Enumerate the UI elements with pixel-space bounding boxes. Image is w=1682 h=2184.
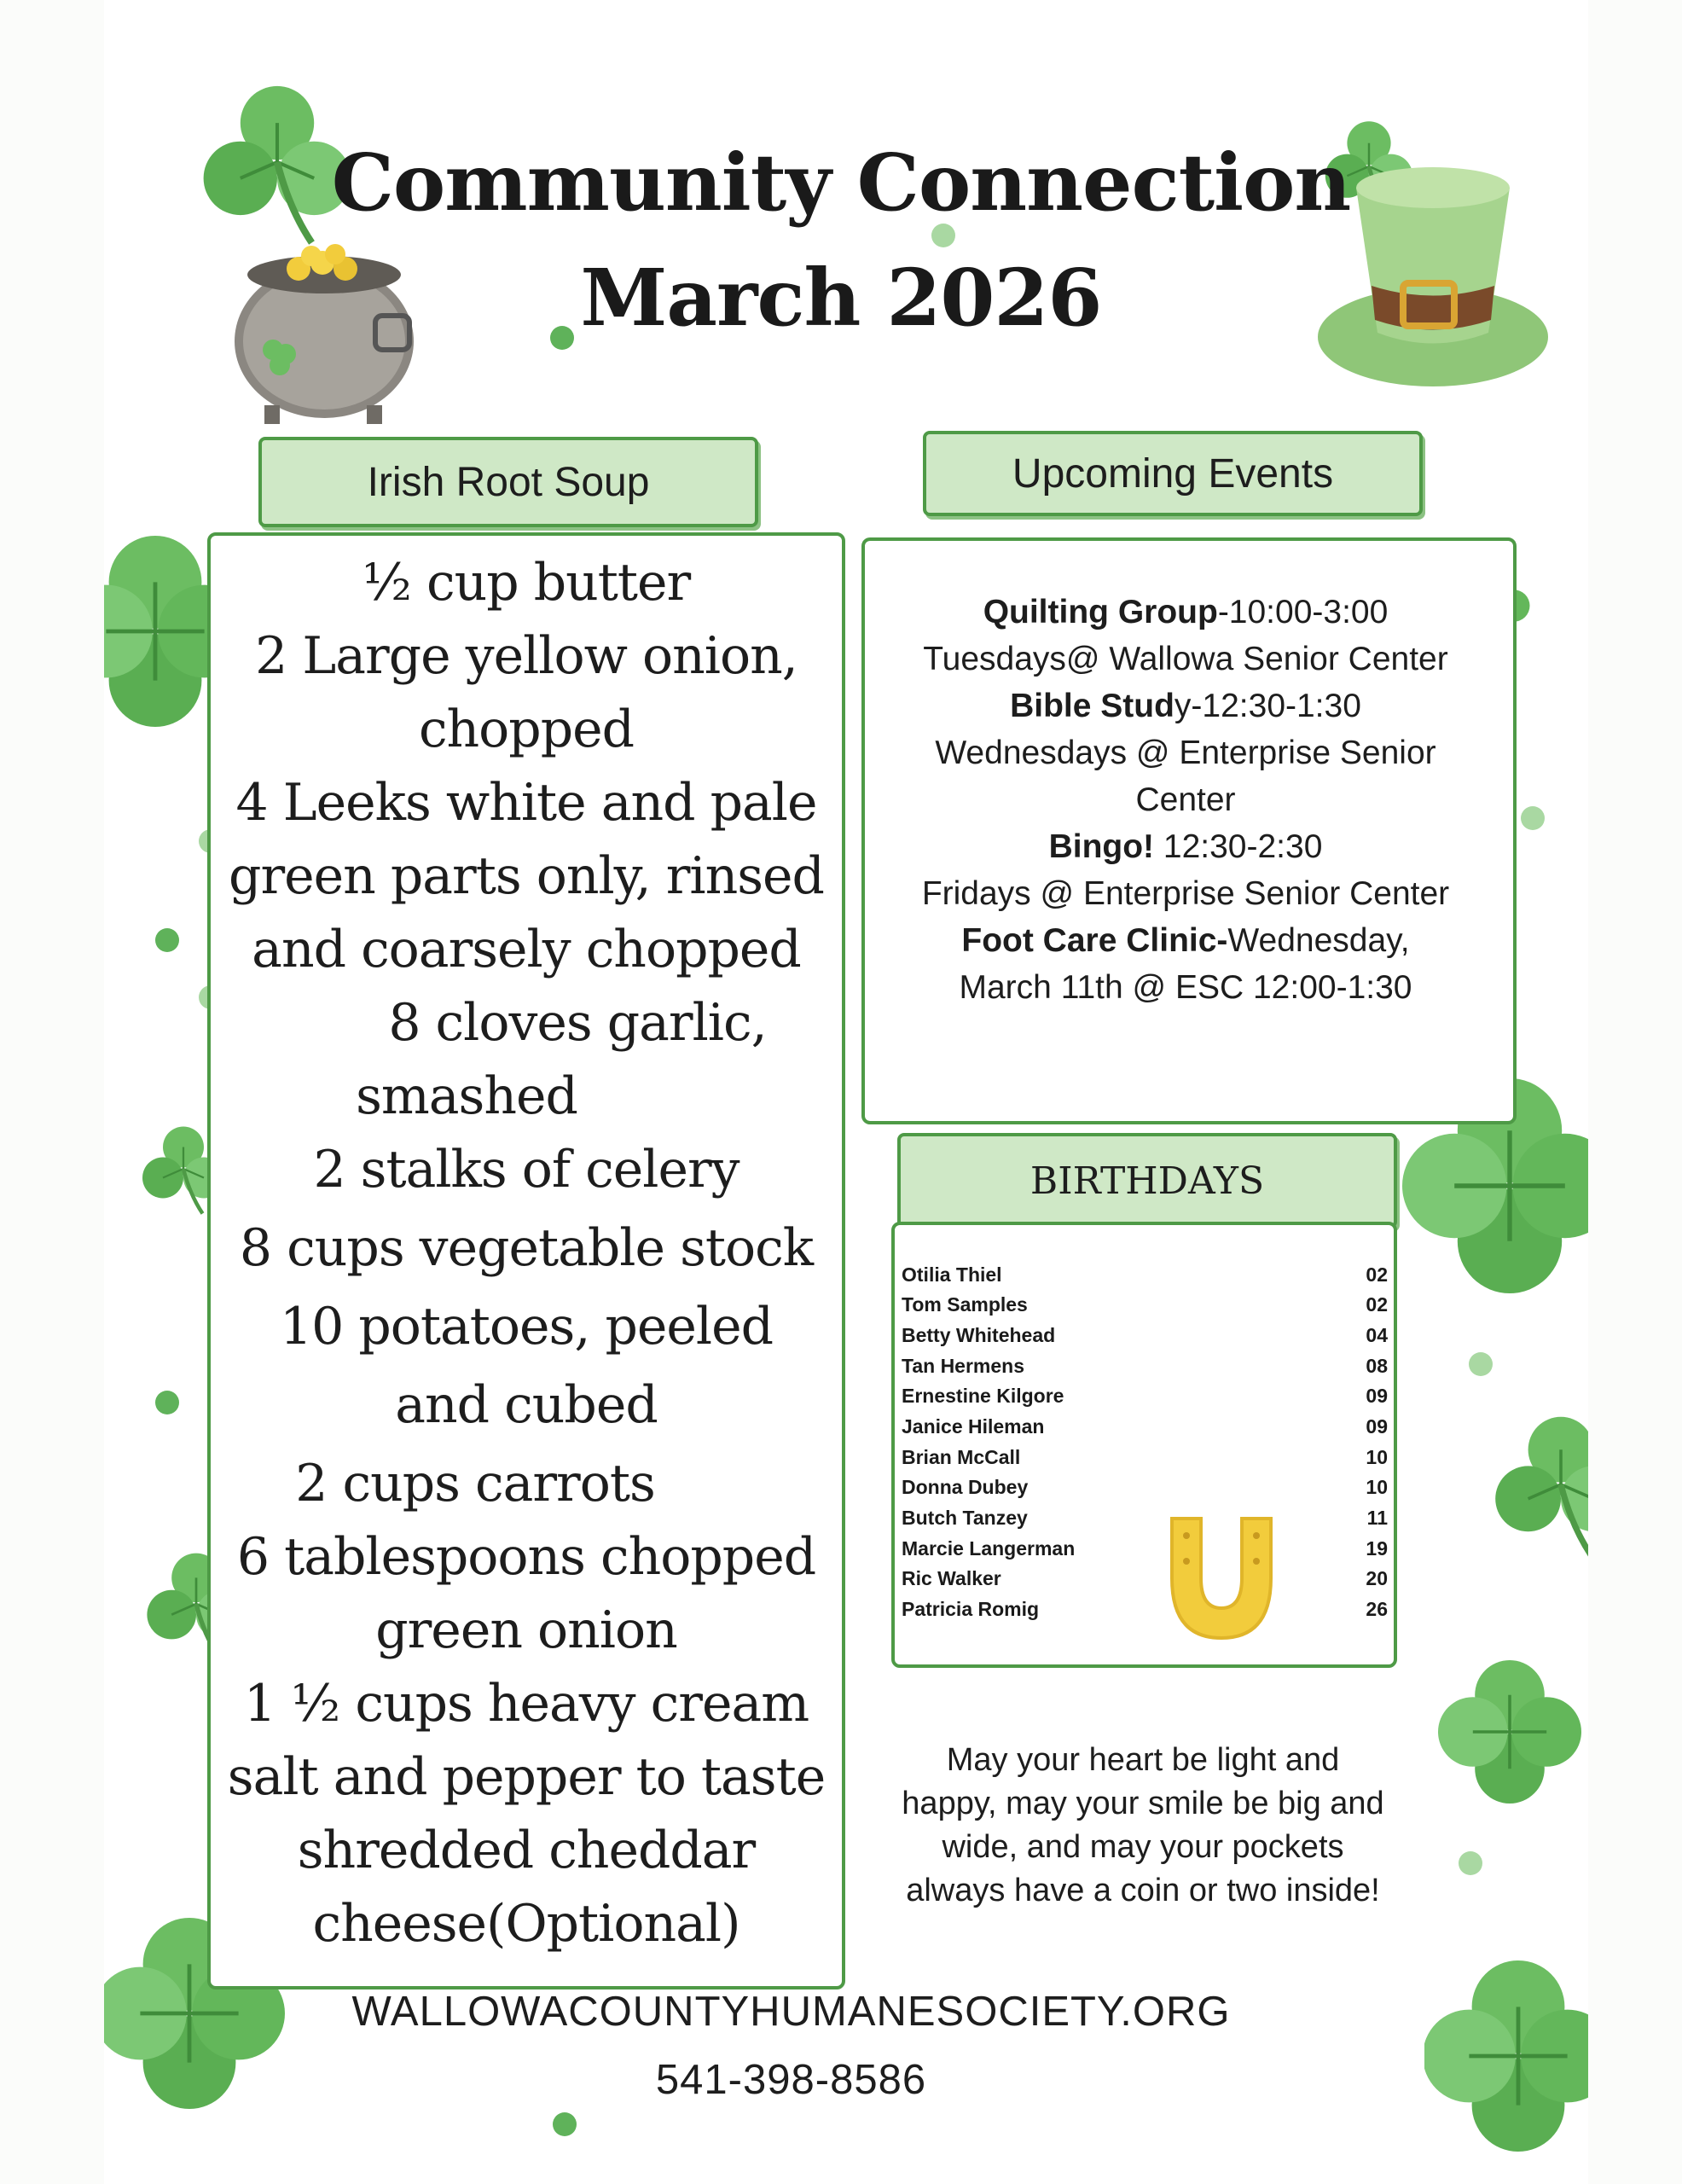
events-heading-tab (923, 431, 1423, 516)
event-name: Quilting Group (983, 594, 1218, 630)
recipe-line: 6 tablespoons chopped (236, 1527, 816, 1587)
birthday-date: 08 (1366, 1355, 1388, 1377)
list-item (902, 1385, 1388, 1414)
birthday-date: 11 (1366, 1507, 1388, 1529)
recipe-line: cheese(Optional) (312, 1894, 740, 1954)
recipe-line: ½ cup butter (362, 553, 691, 613)
event-foot-care (857, 917, 1514, 964)
recipe-line: 1 ½ cups heavy cream (243, 1674, 809, 1734)
clover-icon (1467, 1382, 1588, 1612)
page-subtitle-date: March 2026 (580, 252, 1102, 344)
event-time: -10:00-3:00 (1217, 594, 1389, 630)
phone-number: 541-398-8586 (655, 2057, 927, 2103)
recipe-line: and coarsely chopped (252, 920, 801, 979)
list-item (902, 1476, 1388, 1506)
event-place: Center (1135, 781, 1236, 818)
events-list (857, 589, 1514, 1011)
recipe-line: shredded cheddar (297, 1821, 756, 1880)
recipe-heading: Irish Root Soup (367, 459, 650, 505)
list-item (902, 1446, 1388, 1476)
event-place: March 11th @ ESC 12:00-1:30 (959, 969, 1412, 1006)
decor-dot (1469, 1352, 1493, 1376)
birthday-name: Ric Walker (902, 1567, 1001, 1589)
recipe-line: 2 Large yellow onion, (255, 626, 798, 686)
birthday-name: Betty Whitehead (902, 1324, 1056, 1346)
event-name: Bible Stud (1010, 688, 1174, 724)
blessing-line: May your heart be light and (946, 1742, 1340, 1778)
recipe-line: 8 cloves garlic, (388, 993, 767, 1053)
recipe-line: 2 cups carrots (295, 1454, 655, 1513)
event-name: Foot Care Clinic- (961, 922, 1228, 959)
recipe-line: chopped (418, 700, 635, 759)
birthday-name: Butch Tanzey (902, 1507, 1028, 1529)
list-item (902, 1567, 1388, 1597)
recipe-line: smashed (356, 1066, 577, 1126)
recipe-line: salt and pepper to taste (227, 1747, 826, 1807)
birthday-name: Tan Hermens (902, 1355, 1025, 1377)
birthdays-heading: BIRTHDAYS (1030, 1159, 1265, 1203)
birthday-date: 10 (1366, 1446, 1388, 1468)
recipe-heading-tab (258, 437, 758, 527)
website-link[interactable]: WALLOWACOUNTYHUMANESOCIETY.ORG (351, 1989, 1231, 2035)
event-name: Bingo! (1048, 828, 1155, 865)
list-item (902, 1507, 1388, 1536)
decor-dot (155, 1391, 179, 1414)
birthday-name: Donna Dubey (902, 1476, 1029, 1498)
birthday-date: 20 (1366, 1567, 1388, 1589)
birthday-name: Brian McCall (902, 1446, 1021, 1468)
recipe-line: 4 Leeks white and pale (235, 773, 817, 833)
list-item (902, 1324, 1388, 1354)
birthday-name: Tom Samples (902, 1293, 1028, 1316)
event-place: Wednesdays @ Enterprise Senior (935, 735, 1436, 771)
birthdays-heading-tab (897, 1133, 1397, 1228)
event-bible-study (857, 682, 1514, 729)
recipe-line: green onion (375, 1600, 677, 1660)
event-place: Fridays @ Enterprise Senior Center (921, 875, 1450, 912)
birthday-name: Ernestine Kilgore (902, 1385, 1064, 1407)
birthday-name: Otilia Thiel (902, 1263, 1002, 1286)
decor-dot (1459, 1851, 1482, 1875)
recipe-line: 10 potatoes, peeled (279, 1297, 774, 1356)
event-quilting (857, 589, 1514, 636)
horseshoe-icon (1153, 1510, 1290, 1655)
decor-dot (1521, 806, 1545, 830)
list-item (902, 1598, 1388, 1628)
event-bingo (857, 823, 1514, 870)
recipe-line: 2 stalks of celery (313, 1140, 740, 1199)
birthday-date: 04 (1366, 1324, 1388, 1346)
clover-icon (1420, 1638, 1588, 1826)
birthday-date: 19 (1366, 1537, 1388, 1560)
birthday-date: 02 (1366, 1263, 1388, 1286)
list-item (902, 1263, 1388, 1293)
page-title: Community Connection (331, 136, 1351, 229)
blessing-line: happy, may your smile be big and (902, 1786, 1384, 1821)
birthday-name: Marcie Langerman (902, 1537, 1076, 1560)
birthday-date: 26 (1366, 1598, 1388, 1620)
decor-dot (155, 928, 179, 952)
event-time: Wednesday, (1227, 922, 1410, 959)
birthday-name: Janice Hileman (902, 1415, 1045, 1438)
list-item (902, 1537, 1388, 1567)
birthday-date: 10 (1366, 1476, 1388, 1498)
birthday-date: 02 (1366, 1293, 1388, 1316)
event-time: y-12:30-1:30 (1174, 688, 1361, 724)
recipe-panel (207, 532, 845, 1989)
blessing-line: wide, and may your pockets (942, 1829, 1344, 1865)
list-item (902, 1415, 1388, 1445)
birthday-date: 09 (1366, 1385, 1388, 1407)
event-time: 12:30-2:30 (1154, 828, 1323, 865)
list-item (902, 1355, 1388, 1385)
events-heading: Upcoming Events (1012, 450, 1334, 497)
recipe-line: green parts only, rinsed (229, 846, 824, 906)
recipe-line: and cubed (395, 1375, 658, 1435)
decor-dot (553, 2112, 577, 2136)
birthday-date: 09 (1366, 1415, 1388, 1438)
blessing-line: always have a coin or two inside! (906, 1873, 1380, 1908)
irish-blessing (861, 1739, 1424, 1913)
list-item (902, 1293, 1388, 1323)
event-place: Tuesdays@ Wallowa Senior Center (923, 641, 1448, 677)
recipe-line: 8 cups vegetable stock (239, 1218, 814, 1278)
birthday-name: Patricia Romig (902, 1598, 1040, 1620)
